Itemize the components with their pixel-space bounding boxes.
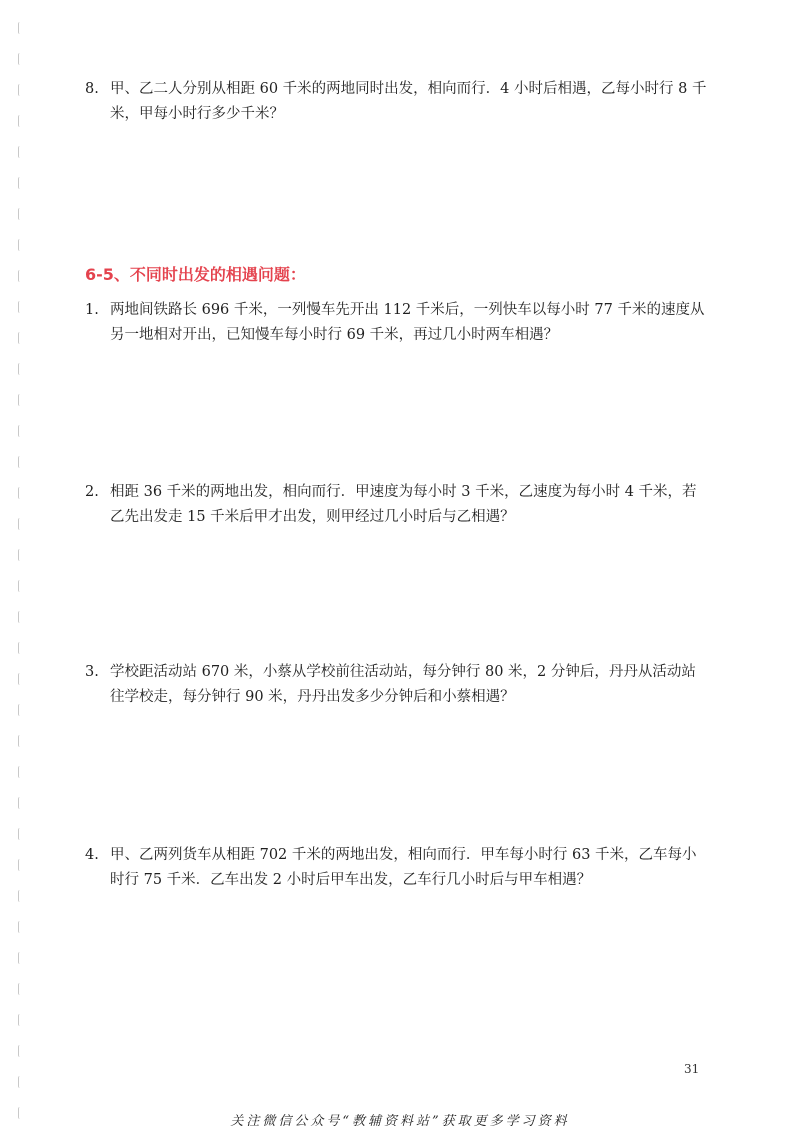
binding-mark <box>18 146 22 158</box>
binding-mark <box>18 735 22 747</box>
problem-number: 8. <box>85 81 99 97</box>
page-number: 31 <box>684 1062 700 1076</box>
binding-mark <box>18 859 22 871</box>
binding-mark <box>18 301 22 313</box>
problem-text: 两地间铁路长 696 千米，一列慢车先开出 112 千米后，一列快车以每小时 77 千米的速度从另一地相对开出，已知慢车每小时行 69 千米，再过几小时两车相遇？ <box>110 302 705 343</box>
binding-mark <box>18 363 22 375</box>
problem-text: 甲、乙两列货车从相距 702 千米的两地出发，相向而行．甲车每小时行 63 千米，乙车每小时行 75 千米．乙车出发 2 小时后甲车出发，乙车行几小时后与甲车相遇？ <box>110 847 697 888</box>
binding-mark <box>18 611 22 623</box>
problem-text: 相距 36 千米的两地出发，相向而行．甲速度为每小时 3 千米，乙速度为每小时 4 千米，若乙先出发走 15 千米后甲才出发，则甲经过几小时后与乙相遇？ <box>110 484 697 525</box>
binding-mark <box>18 177 22 189</box>
problem-number: 4. <box>85 847 99 863</box>
binding-mark <box>18 983 22 995</box>
binding-mark <box>18 1014 22 1026</box>
binding-mark <box>18 549 22 561</box>
binding-mark <box>18 518 22 530</box>
problem-number: 2. <box>85 484 99 500</box>
section-problem-1 <box>85 298 710 348</box>
binding-mark <box>18 115 22 127</box>
problem-text: 学校距活动站 670 米，小蔡从学校前往活动站，每分钟行 80 米，2 分钟后，丹丹从活动站往学校走，每分钟行 90 米，丹丹出发多少分钟后和小蔡相遇？ <box>110 664 696 705</box>
binding-mark <box>18 53 22 65</box>
binding-mark <box>18 921 22 933</box>
section-problem-3 <box>85 660 710 710</box>
binding-mark <box>18 704 22 716</box>
binding-mark <box>18 952 22 964</box>
binding-mark <box>18 487 22 499</box>
binding-mark <box>18 580 22 592</box>
section-title: 6-5、不同时出发的相遇问题： <box>85 265 306 284</box>
binding-mark <box>18 828 22 840</box>
binding-mark <box>18 84 22 96</box>
problem-number: 3. <box>85 664 99 680</box>
binding-mark <box>18 642 22 654</box>
section-problem-2 <box>85 480 710 530</box>
problem-number: 1. <box>85 302 99 318</box>
binding-mark <box>18 1045 22 1057</box>
binding-mark <box>18 456 22 468</box>
binding-mark <box>18 394 22 406</box>
section-problem-4 <box>85 843 710 893</box>
binding-mark <box>18 1076 22 1088</box>
binding-mark <box>18 332 22 344</box>
binding-mark <box>18 890 22 902</box>
binding-mark <box>18 239 22 251</box>
footer-note: 关注微信公众号“教辅资料站”获取更多学习资料 <box>230 1114 570 1129</box>
binding-mark <box>18 766 22 778</box>
binding-mark <box>18 208 22 220</box>
binding-hole-marks <box>18 0 24 1131</box>
binding-mark <box>18 425 22 437</box>
binding-mark <box>18 22 22 34</box>
problem-8 <box>85 77 710 127</box>
problem-text: 甲、乙二人分别从相距 60 千米的两地同时出发，相向而行．4 小时后相遇，乙每小时行 8 千米，甲每小时行多少千米？ <box>110 81 707 122</box>
binding-mark <box>18 797 22 809</box>
binding-mark <box>18 270 22 282</box>
binding-mark <box>18 673 22 685</box>
